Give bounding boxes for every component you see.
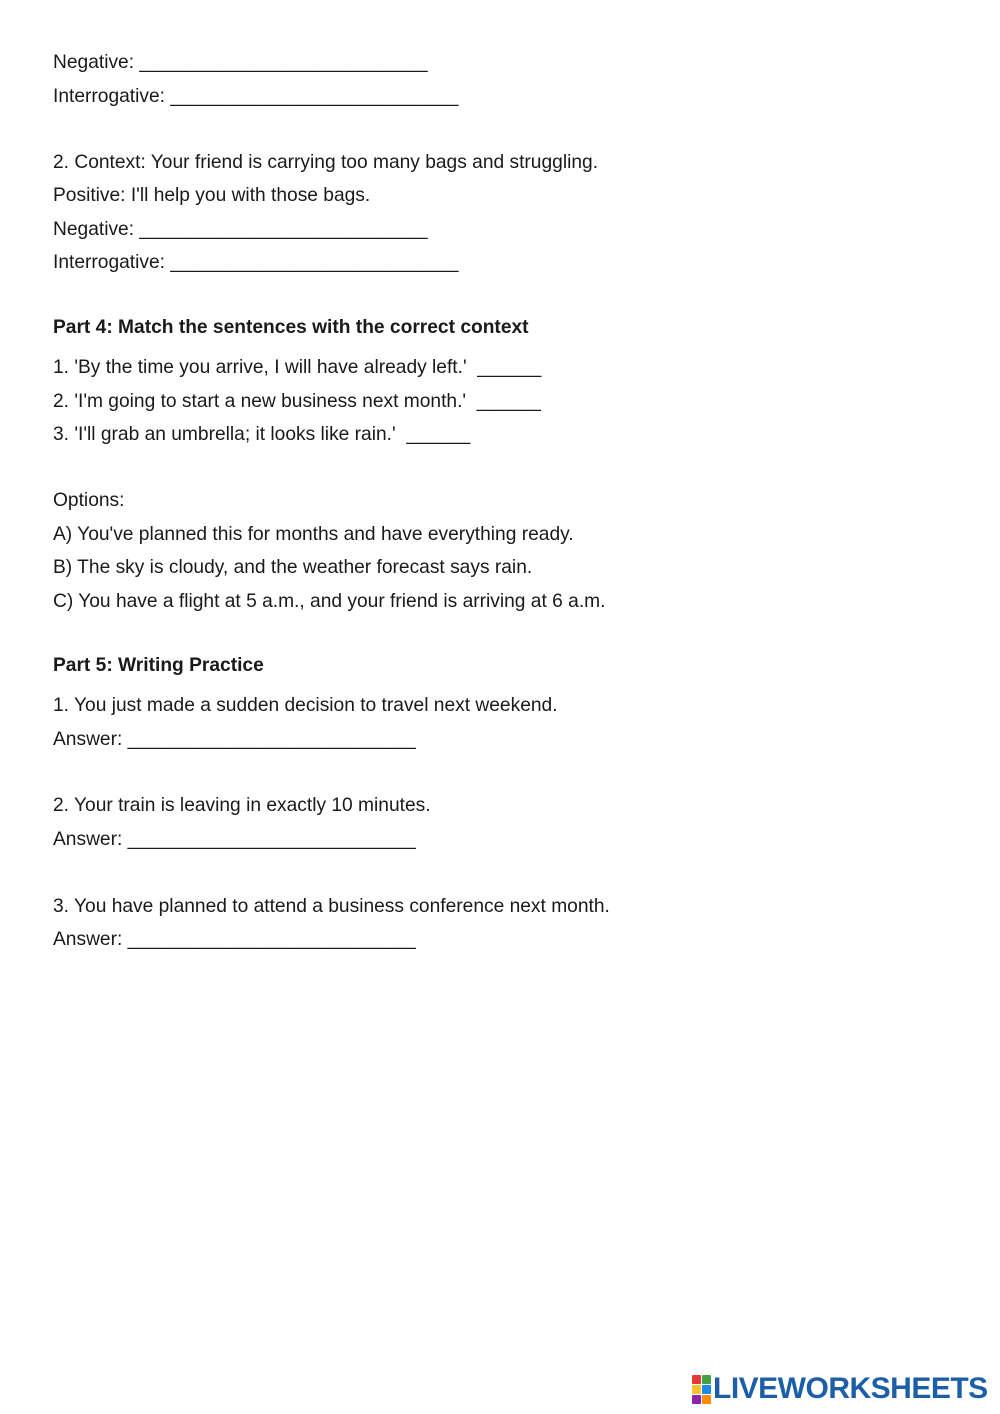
part3-item2-negative: Negative: ___________________________ [53,219,428,240]
part4-sentence-3: 3. 'I'll grab an umbrella; it looks like rain.' ______ [53,424,471,445]
part3-item2-positive: Positive: I'll help you with those bags. [53,185,371,206]
part3-item2-interrogative: Interrogative: ___________________________ [53,252,459,273]
part4-sentence-2: 2. 'I'm going to start a new business next month.' ______ [53,391,541,412]
part4-option-c: C) You have a flight at 5 a.m., and your friend is arriving at 6 a.m. [53,591,606,612]
logo-tile [692,1375,701,1384]
part4-heading: Part 4: Match the sentences with the correct context [53,317,529,338]
part5-item1-answer: Answer: ___________________________ [53,729,416,750]
part4-option-b: B) The sky is cloudy, and the weather forecast says rain. [53,557,533,578]
part5-item2-answer: Answer: ___________________________ [53,829,416,850]
part3-item2-context: 2. Context: Your friend is carrying too many bags and struggling. [53,152,599,173]
part5-item2-prompt: 2. Your train is leaving in exactly 10 minutes. [53,795,431,816]
part4-sentence-1: 1. 'By the time you arrive, I will have already left.' ______ [53,357,542,378]
part3-item1-interrogative: Interrogative: ___________________________ [53,86,459,107]
logo-tile [692,1395,701,1404]
part4-options-label: Options: [53,490,125,511]
logo-tile [702,1395,711,1404]
part5-item3-answer: Answer: ___________________________ [53,929,416,950]
logo-tile [702,1385,711,1394]
logo-tile [692,1385,701,1394]
part4-option-a: A) You've planned this for months and have everything ready. [53,524,574,545]
liveworksheets-logo-text: LIVEWORKSHEETS [713,1372,988,1405]
liveworksheets-logo [692,1372,988,1406]
part5-heading: Part 5: Writing Practice [53,655,264,676]
part3-item1-negative: Negative: ___________________________ [53,52,428,73]
part5-item3-prompt: 3. You have planned to attend a business conference next month. [53,896,610,917]
part5-item1-prompt: 1. You just made a sudden decision to travel next weekend. [53,695,558,716]
logo-tile [702,1375,711,1384]
liveworksheets-logo-icon [692,1375,711,1404]
